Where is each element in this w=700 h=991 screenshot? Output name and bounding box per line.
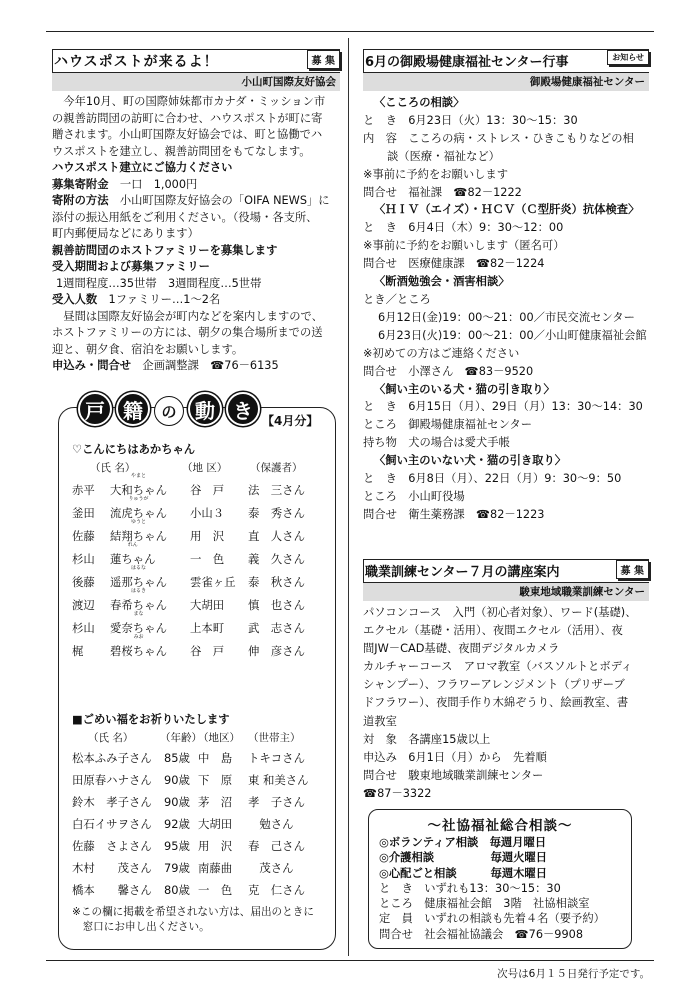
birth-row (72, 587, 334, 617)
housepost-badge: 募 集 (307, 50, 340, 69)
donation-method: 小山町国際友好協会の「OIFA NEWS」に (119, 194, 330, 207)
birth-given-text: 春希ちゃん (110, 597, 167, 612)
death-age: 80歳 (164, 882, 190, 897)
deaths-list (72, 747, 334, 901)
death-name: 佐藤 さよさん (72, 838, 152, 853)
contact-info: 企画調整課 ☎76－6135 (142, 359, 279, 372)
birth-given-text: 大和ちゃん (110, 482, 167, 497)
training-line: ドフラワー）、夜間手作り木綿ぞうり、絵画教室、書 (363, 696, 629, 710)
koseki-title-char: 籍 (116, 392, 150, 426)
birth-name-reading: はるき (130, 587, 146, 594)
birth-row (72, 495, 334, 525)
koseki-title-char: の (154, 396, 184, 426)
birth-surname: 杉山 (72, 620, 95, 635)
birth-parent: 直 人さん (248, 528, 305, 543)
death-row (72, 835, 334, 857)
welfare-section-heading: 〈こころの相談〉 (374, 96, 465, 109)
welfare-line: 6月12日(金)19：00～21：00／市民交流センター (378, 310, 635, 324)
housepost-header (52, 49, 340, 73)
welfare-title: 6月の御殿場健康福祉センター行事 (365, 55, 569, 70)
koseki-month: 【4月分】 (262, 414, 319, 428)
birth-area: 一 色 (190, 551, 225, 566)
deaths-section (72, 712, 334, 935)
births-col-area: （地 区） (182, 461, 228, 474)
births-heading: ♡こんにちはあかちゃん (72, 443, 196, 456)
death-area: 下 原 (198, 772, 233, 787)
consult-line: ◎介護相談 毎週火曜日 (379, 851, 548, 865)
deaths-col-age: （年齢） (160, 731, 202, 744)
death-age: 92歳 (164, 816, 190, 831)
birth-surname: 杉山 (72, 551, 95, 566)
death-age: 95歳 (164, 838, 190, 853)
death-head: 春 己さん (248, 838, 305, 853)
training-line: ☎87－3322 (363, 786, 432, 800)
training-org: 駿東地域職業訓練センター (363, 583, 649, 601)
bottom-rule (46, 960, 654, 961)
birth-given-text: 碧桜ちゃん (110, 643, 167, 658)
death-head: 勉さん (248, 816, 294, 831)
deaths-header-row (72, 729, 334, 747)
birth-area: 大胡田 (190, 597, 225, 612)
death-area: 大胡田 (198, 816, 233, 831)
death-row (72, 747, 334, 769)
death-area: 茅 沼 (198, 794, 233, 809)
births-header-row (72, 459, 334, 477)
birth-name-reading: りゅうが (128, 495, 149, 502)
host-count-label: 受入人数 (52, 293, 98, 306)
host-period-heading: 受入期間および募集ファミリー (52, 260, 210, 273)
birth-surname: 梶 (72, 643, 84, 658)
death-row (72, 813, 334, 835)
housepost-para-line: 今年10月、町の国際姉妹都市カナダ・ミッション市 (63, 95, 326, 108)
donation-amount: 一口 1,000円 (119, 177, 198, 191)
footer-note: 次号は6月１５日発行予定です。 (497, 968, 650, 980)
birth-row (72, 564, 334, 594)
death-name: 松本ふみ子さん (72, 750, 152, 765)
welfare-line: 問合せ 福祉課 ☎82－1222 (363, 185, 522, 199)
birth-row (72, 472, 334, 502)
welfare-line: 持ち物 犬の場合は愛犬手帳 (363, 436, 510, 450)
welfare-line: と き 6月4日（木）9：30～12：00 (363, 221, 564, 235)
death-name: 木村 茂さん (72, 860, 152, 875)
birth-name-reading: はるな (130, 564, 146, 571)
welfare-header (363, 49, 649, 73)
births-section (72, 442, 334, 663)
training-header (363, 559, 649, 583)
top-rule (46, 31, 654, 32)
birth-given-text: 遥那ちゃん (110, 574, 167, 589)
deaths-col-name: （氏 名） (88, 731, 134, 744)
koseki-title-char: 動 (188, 392, 222, 426)
koseki-note: 窓口にお申し出ください。 (72, 920, 210, 933)
training-line: シャンプー）、フラワーアレンジメント（プリザーブ (363, 678, 625, 692)
birth-given-name (110, 633, 167, 663)
birth-area: 谷 戸 (190, 643, 225, 658)
welfare-line: 6月23日(火)19：00～21：00／小山町健康福祉会館 (378, 328, 647, 342)
housepost-org: 小山町国際友好協会 (52, 73, 340, 91)
deaths-col-head: （世帯主） (248, 731, 301, 744)
welfare-section-heading: 〈断酒勉強会・酒害相談〉 (374, 275, 510, 289)
housepost-para-line: ウスポストを建立し、親善訪問団をもてなします。 (52, 144, 311, 158)
death-age: 85歳 (164, 750, 190, 765)
training-line: カルチャーコース アロマ教室（バスソルトとボディ (363, 660, 633, 674)
welfare-article (363, 49, 649, 524)
birth-area: 雲雀ヶ丘 (190, 574, 236, 589)
birth-surname: 後藤 (72, 574, 95, 589)
birth-row (72, 518, 334, 548)
welfare-badge: お知らせ (607, 50, 649, 65)
host-desc-line: 迎と、朝夕食、宿泊をお願いします。 (52, 342, 244, 356)
consult-line: と き いずれも13：30～15：30 (379, 881, 561, 895)
housepost-para-line: 贈されます。小山町国際友好協会では、町と協働でハ (52, 128, 323, 141)
birth-row (72, 610, 334, 640)
training-title: 職業訓練センター７月の講座案内 (365, 565, 560, 580)
consult-box (368, 809, 632, 949)
housepost-title: ハウスポストが来るよ！ (54, 54, 219, 70)
death-area: 一 色 (198, 882, 233, 897)
consult-line: ◎ボランティア相談 毎週月曜日 (379, 836, 547, 849)
welfare-line: ※初めての方はご連絡ください (363, 346, 520, 360)
birth-area: 上本町 (190, 620, 225, 635)
birth-name-reading: れん (127, 541, 138, 548)
birth-parent: 泰 秀さん (248, 505, 305, 520)
koseki-title-char: 戸 (78, 392, 112, 426)
koseki-note: ※この欄に掲載を希望されない方は、届出のときに (72, 905, 314, 918)
training-line: 間JW－CAD基礎、夜間デジタルカメラ (363, 642, 560, 656)
birth-parent: 泰 秋さん (248, 574, 305, 589)
birth-given-text: 蓮ちゃん (110, 551, 156, 566)
consult-body (369, 835, 631, 942)
welfare-line: と き 6月8日（月）、22日（月）9：30～9：50 (363, 472, 622, 486)
donation-method-line: 添付の振込用紙をご利用ください。（役場・各支所、 (52, 210, 318, 224)
housepost-para-line: の親善訪問団の訪町に合わせ、ハウスポストが町に寄 (52, 111, 323, 125)
birth-name (72, 587, 190, 617)
birth-parent: 義 久さん (248, 551, 305, 566)
birth-surname: 赤平 (72, 482, 95, 497)
birth-name-reading: やまと (130, 472, 146, 479)
host-desc-line: 昼間は国際友好協会が町内などを案内しますので、 (63, 309, 323, 323)
donation-heading: ハウスポスト建立にご協力ください (52, 161, 233, 174)
welfare-section-heading: 〈飼い主のいない犬・猫の引き取り〉 (374, 454, 567, 468)
welfare-line: ところ 御殿場健康福祉センター (363, 418, 533, 432)
birth-parent: 武 志さん (248, 620, 305, 635)
welfare-line: 問合せ 小澤さん ☎83－9520 (363, 364, 534, 378)
birth-given-text: 愛奈ちゃん (110, 620, 167, 635)
welfare-org: 御殿場健康福祉センター (363, 73, 649, 91)
birth-name-reading: まな (133, 610, 144, 617)
consult-line: ところ 健康福祉会館 3階 社協相談室 (379, 897, 590, 911)
death-row (72, 769, 334, 791)
death-name: 田原春ハナさん (72, 772, 152, 787)
welfare-line: 談（医療・福祉など） (387, 149, 500, 163)
death-row (72, 791, 334, 813)
welfare-line: とき／ところ (363, 292, 431, 306)
death-head: 東 和美さん (248, 772, 309, 787)
death-head: 克 仁さん (248, 882, 305, 897)
consult-line: 定 員 いずれの相談も先着４名（要予約） (379, 912, 605, 926)
host-desc-line: ホストファミリーの方には、朝夕の集合場所までの送 (52, 326, 323, 339)
death-age: 90歳 (164, 772, 190, 787)
training-article (363, 559, 649, 803)
training-line: 対 象 各講座15歳以上 (363, 732, 491, 746)
koseki-title-char: き (226, 392, 260, 426)
training-line: エクセル（基礎・活用）、夜間エクセル（活用）、夜 (363, 624, 623, 638)
welfare-body (363, 94, 649, 524)
welfare-line: 問合せ 衛生薬務課 ☎82－1223 (363, 507, 545, 521)
welfare-line: ところ 小山町役場 (363, 489, 465, 503)
birth-given-text: 流虎ちゃん (110, 505, 167, 520)
death-head: 茂さん (248, 860, 294, 875)
birth-surname: 釜田 (72, 505, 95, 520)
births-col-name: （氏 名） (90, 461, 136, 474)
consult-title: ～社協福祉総合相談～ (427, 818, 573, 834)
birth-parent: 慎 也さん (248, 597, 305, 612)
welfare-line: 問合せ 医療健康課 ☎82－1224 (363, 257, 545, 271)
housepost-article (52, 49, 340, 375)
training-line: パソコンコース 入門（初心者対象）、ワード(基礎)、 (363, 606, 637, 619)
host-count: 1ファミリー…1～2名 (108, 293, 221, 306)
host-heading: 親善訪問団のホストファミリーを募集します (52, 243, 278, 257)
training-body (363, 604, 649, 803)
death-name: 鈴木 孝子さん (72, 794, 152, 809)
death-area: 南藤曲 (198, 860, 233, 875)
birth-name (72, 610, 190, 640)
birth-surname: 佐藤 (72, 528, 95, 543)
death-area: 中 島 (198, 750, 233, 765)
birth-name (72, 633, 190, 663)
births-col-parent: （保護者） (250, 461, 303, 474)
birth-area: 用 沢 (190, 528, 225, 543)
birth-area: 谷 戸 (190, 482, 225, 497)
deaths-heading: ■ごめい福をお祈りいたします (72, 713, 230, 726)
training-line: 申込み 6月1日（月）から 先着順 (363, 750, 547, 764)
birth-row (72, 633, 334, 663)
death-age: 90歳 (164, 794, 190, 809)
koseki-title (78, 392, 260, 426)
donation-amount-label: 募集寄附金 (52, 177, 109, 191)
birth-row (72, 541, 334, 571)
birth-given-name (110, 518, 167, 548)
death-name: 橋本 馨さん (72, 882, 152, 897)
birth-parent: 伸 彦さん (248, 643, 305, 658)
welfare-line: 内 容 こころの病・ストレス・ひきこもりなどの相 (363, 131, 634, 145)
donation-method-line: 町内郵便局などにあります） (52, 227, 199, 240)
consult-line: ◎心配ごと相談 毎週木曜日 (379, 866, 548, 880)
death-head: トキコさん (248, 750, 305, 765)
birth-surname: 渡辺 (72, 597, 95, 612)
death-row (72, 879, 334, 901)
death-area: 用 沢 (198, 838, 233, 853)
column-divider (348, 38, 349, 956)
welfare-section-heading: 〈飼い主のいる犬・猫の引き取り〉 (374, 382, 555, 396)
contact-label: 申込み・問合せ (52, 359, 132, 372)
deaths-col-area: （地区） (198, 731, 240, 744)
death-row (72, 857, 334, 879)
births-list (72, 472, 334, 663)
birth-name-reading: みお (133, 633, 144, 640)
consult-line: 問合せ 社会福祉協議会 ☎76－9908 (379, 927, 584, 941)
training-line: 問合せ 駿東地域職業訓練センター (363, 768, 544, 782)
birth-area: 小山３ (190, 505, 225, 520)
welfare-line: と き 6月23日（火）13：30～15：30 (363, 113, 578, 127)
birth-given-text: 結翔ちゃん (110, 528, 167, 543)
donation-method-label: 寄附の方法 (52, 194, 109, 207)
training-line: 道教室 (363, 714, 397, 728)
welfare-section-heading: 〈ＨＩＶ（エイズ）・ＨＣＶ（Ｃ型肝炎）抗体検査〉 (374, 203, 640, 217)
death-head: 孝 子さん (248, 794, 305, 809)
death-age: 79歳 (164, 860, 190, 875)
birth-parent: 法 三さん (248, 482, 305, 497)
training-badge: 募 集 (616, 560, 649, 579)
welfare-line: ※事前に予約をお願いします (363, 167, 509, 181)
host-period: 1週間程度…35世帯 3週間程度…5世帯 (56, 276, 262, 290)
welfare-line: ※事前に予約をお願いします（匿名可） (363, 239, 565, 253)
death-name: 白石イサヲさん (72, 816, 152, 831)
birth-name-reading: ゆうと (130, 518, 146, 525)
welfare-line: と き 6月15日（月）、29日（月）13：30～14：30 (363, 400, 643, 414)
